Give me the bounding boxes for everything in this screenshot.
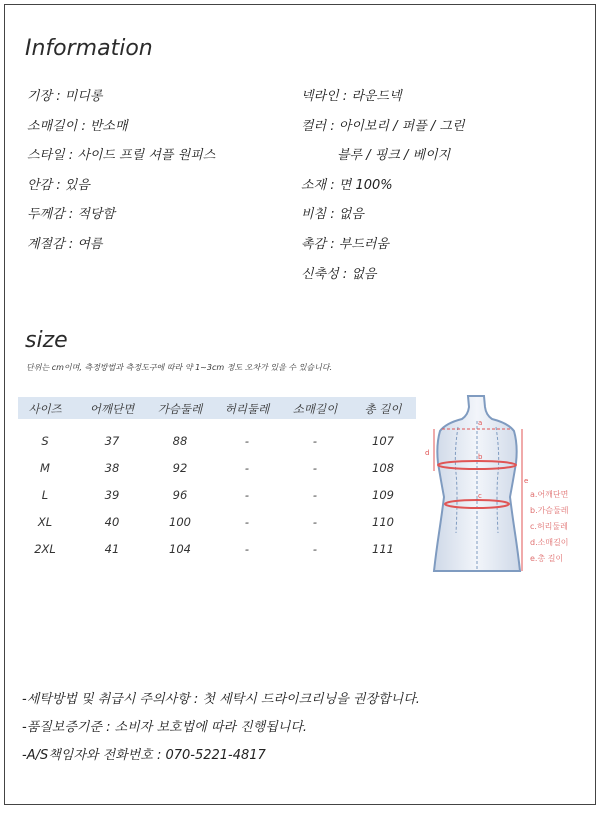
th-shoulder: 어깨단면 [89,402,135,416]
table-cell: 104 [169,542,191,556]
label-a: a [478,419,483,427]
table-cell: L [41,488,49,502]
table-cell: 109 [372,488,394,502]
table-cell: 107 [372,434,394,448]
table-cell: 96 [172,488,188,502]
size-table-header-bg [18,397,416,419]
footer-care: -세탁방법 및 취급시 주의사항 : 첫 세탁시 드라이크리닝을 권장합니다. [22,692,420,707]
table-cell: 92 [172,461,188,475]
info-touch: 촉감 : 부드러움 [301,237,389,252]
table-cell: 40 [104,515,120,529]
th-chest: 가슴둘레 [157,402,203,416]
info-thickness: 두께감 : 적당함 [27,207,115,222]
mannequin-diagram [420,393,530,578]
table-cell: - [312,542,318,556]
legend-c: c.허리둘레 [530,522,568,531]
table-cell: 110 [372,515,394,529]
size-title: size [25,328,68,353]
legend-d: d.소매길이 [530,538,569,547]
footer-as-contact: -A/S책임자와 전화번호 : 070-5221-4817 [22,748,266,763]
info-color: 컬러 : 아이보리 / 퍼플 / 그린 [301,119,465,134]
table-cell: - [244,488,250,502]
info-stretch: 신축성 : 없음 [301,267,377,282]
th-size: 사이즈 [28,402,62,416]
info-length: 기장 : 미디롱 [27,89,103,104]
table-cell: - [312,461,318,475]
table-cell: - [244,542,250,556]
label-b: b [478,453,483,461]
info-color-cont: 블루 / 핑크 / 베이지 [337,148,451,163]
info-lining: 안감 : 있음 [27,178,90,193]
info-sleeve-length: 소매길이 : 반소매 [27,119,128,134]
table-cell: 39 [104,488,120,502]
legend-b: b.가슴둘레 [530,506,569,515]
table-cell: 111 [372,542,394,556]
info-style: 스타일 : 사이드 프릴 셔플 원피스 [27,148,216,163]
info-sheer: 비침 : 없음 [301,207,364,222]
table-cell: 37 [104,434,120,448]
table-cell: - [244,434,250,448]
table-cell: 88 [172,434,188,448]
table-cell: - [244,515,250,529]
footer-warranty: -품질보증기준 : 소비자 보호법에 따라 진행됩니다. [22,720,308,735]
label-e: e [524,477,529,485]
table-cell: S [41,434,49,448]
info-neckline: 넥라인 : 라운드넥 [301,89,402,104]
info-material: 소재 : 면 100% [301,178,393,193]
info-title: Information [25,36,153,61]
table-cell: 100 [169,515,191,529]
table-cell: XL [37,515,53,529]
legend-a: a.어깨단면 [530,490,569,499]
label-d: d [425,449,430,457]
table-cell: - [312,488,318,502]
info-season: 계절감 : 여름 [27,237,103,252]
size-note: 단위는 cm이며, 측정방법과 측정도구에 따라 약 1~3cm 정도 오차가 있을 수 있습니다. [26,363,333,372]
table-cell: - [312,515,318,529]
th-waist: 허리둘레 [224,402,270,416]
label-c: c [478,492,482,500]
table-cell: - [312,434,318,448]
table-cell: 2XL [34,542,56,556]
table-cell: 41 [104,542,120,556]
table-cell: M [40,461,50,475]
table-cell: - [244,461,250,475]
table-cell: 108 [372,461,394,475]
th-sleeve: 소매길이 [292,402,338,416]
legend-e: e.총 길이 [530,554,564,563]
th-total-length: 총 길이 [364,402,402,416]
table-cell: 38 [104,461,120,475]
